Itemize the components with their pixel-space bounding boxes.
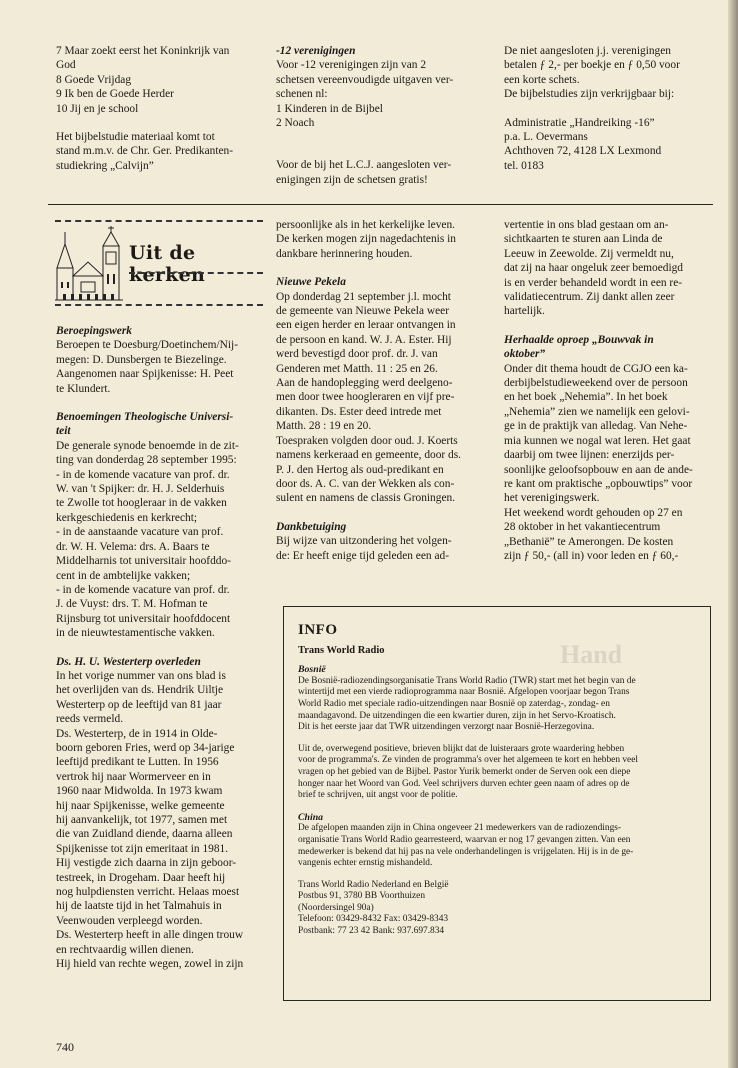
text-line: - in de komende vacature van prof. dr. xyxy=(56,583,230,596)
text-line: „Bethanië” te Amerongen. De kosten xyxy=(504,535,674,548)
text-line: Uit de, overwegend positieve, brieven blijkt dat de luisteraars grote waardering hebben xyxy=(298,743,625,754)
text-line: In het vorige nummer van ons blad is xyxy=(56,669,226,682)
text-line: W. van 't Spijker: dr. H. J. Selderhuis xyxy=(56,483,225,496)
text-line: De Bosnië-radiozendingsorganisatie Trans World Radio (TWR) start met het begin van de xyxy=(298,675,636,686)
text-line: Rijnsburg tot universitair hoofddocent xyxy=(56,612,231,625)
text-line: De kerken mogen zijn nagedachtenis in xyxy=(276,233,456,246)
text-line: zijn ƒ 50,- (all in) voor leden en ƒ 60,- xyxy=(504,549,679,562)
text-line: God xyxy=(56,59,76,72)
spacer xyxy=(56,641,268,655)
text-line: Ds. Westerterp, de in 1914 in Olde- xyxy=(56,727,218,740)
text-line: sulent en namens de classis Groningen. xyxy=(276,492,456,505)
heading-oproep-2: oktober” xyxy=(504,348,546,361)
text-line: medewerker is bekend dat hij pas na vele onderhandelingen is vrijgelaten. Hij is in de ge- xyxy=(298,846,634,857)
text-line: vertentie in ons blad gestaan om an- xyxy=(504,219,669,231)
bosnie-paragraph-2 xyxy=(298,744,696,802)
page-edge xyxy=(728,0,738,1068)
logo-bottom-dash xyxy=(55,304,263,306)
text-line: nog hulpdiensten verricht. Helaas moest xyxy=(56,886,240,899)
text-line: een eigen herder en leraar ontvangen in xyxy=(276,319,456,332)
text-line: ting van donderdag 28 september 1995: xyxy=(56,454,237,467)
spacer xyxy=(276,506,498,520)
middle-column xyxy=(276,218,498,563)
text-line: honger naar het Woord van God. Veel schrijvers durven echter geen naam of adres op de xyxy=(298,778,630,789)
text-line: dankbare herinnering houden. xyxy=(276,247,413,260)
heading-westerterp: Ds. H. U. Westerterp overleden xyxy=(56,655,201,668)
text-line: in de nieuwtestamentische vakken. xyxy=(56,627,215,640)
text-line: men door twee hoogleraren en vijf pre- xyxy=(276,391,455,404)
text-line: hartelijk. xyxy=(504,305,545,318)
text-line: 1960 naar Midwolda. In 1973 kwam xyxy=(56,785,223,798)
text-line: hij de laatste tijd in het Talmahuis in xyxy=(56,900,222,913)
text-line: en rechtvaardig willen dienen. xyxy=(56,943,194,956)
oproep-body xyxy=(504,362,718,564)
text-line: schetsen vereenvoudigde uitgaven ver- xyxy=(276,73,454,86)
logo-title: Uit de kerken xyxy=(129,242,206,286)
text-line: Voor -12 verenigingen zijn van 2 xyxy=(276,59,427,72)
china-paragraph xyxy=(298,823,696,869)
text-line: te Zwolle tot hoogleraar in de vakken xyxy=(56,497,227,510)
text-line: p.a. L. Oevermans xyxy=(504,131,588,144)
spacer xyxy=(56,396,268,410)
text-line: daarbij om twee lijnen: enerzijds per- xyxy=(504,449,675,462)
spacer xyxy=(298,734,696,744)
text-line: Toespraken volgden door oud. J. Koerts xyxy=(276,434,458,447)
heading-12-verenigingen: -12 verenigingen xyxy=(276,45,356,57)
text-line: Westerterp op de leeftijd van 81 jaar xyxy=(56,698,222,711)
text-line: hij naar Spijkenisse, welke gemeente xyxy=(56,799,225,812)
right-column xyxy=(504,218,718,563)
text-line: Genderen met Matth. 11 : 25 en 26. xyxy=(276,362,438,375)
twr-address xyxy=(298,880,696,938)
text-line: enigingen zijn de schetsen gratis! xyxy=(276,173,428,186)
pekela-body xyxy=(276,290,498,506)
text-line: de: Er heeft enige tijd geleden een ad- xyxy=(276,549,449,562)
text-line: stand m.m.v. de Chr. Ger. Predikanten- xyxy=(56,145,234,158)
beroepingswerk-body xyxy=(56,338,268,396)
text-line: vertrok hij naar Wormerveer en in xyxy=(56,770,211,783)
text-line xyxy=(276,130,498,144)
heading-china: China xyxy=(298,811,324,823)
spacer xyxy=(504,319,718,333)
text-line: Onder dit thema houdt de CGJO een ka- xyxy=(504,362,688,375)
text-line: Postbus 91, 3780 BB Voorthuizen xyxy=(298,891,426,902)
text-line: is en verder behandeld wordt in een re- xyxy=(504,276,683,289)
text-line: megen: D. Dunsbergen te Biezelinge. xyxy=(56,353,227,366)
text-line: hij aanvankelijk, tot 1977, samen met xyxy=(56,814,228,826)
text-line: maandagavond. De uitzendingen die een kwartier duren, zijn in het Servo-Kroatisch. xyxy=(298,710,616,721)
text-line: (Noordersingel 90a) xyxy=(298,902,374,913)
church-icon xyxy=(55,224,125,306)
text-line: dr. W. H. Velema: drs. A. Baars te xyxy=(56,540,210,553)
benoemingen-body xyxy=(56,439,268,641)
text-line: 7 Maar zoekt eerst het Koninkrijk van xyxy=(56,45,230,57)
text-line: 10 Jij en je school xyxy=(56,102,139,115)
text-line: Veenwouden verpleegd worden. xyxy=(56,914,203,927)
heading-dankbetuiging: Dankbetuiging xyxy=(276,520,347,533)
logo-top-dash xyxy=(55,220,263,222)
text-line: een korte schets. xyxy=(504,73,580,86)
heading-beroepingswerk: Beroepingswerk xyxy=(56,325,132,337)
text-line xyxy=(276,144,498,158)
text-line: validatiecentrum. Zij dankt allen zeer xyxy=(504,291,675,304)
dank-body xyxy=(276,534,498,563)
text-line: dikanten. Ds. Ester deed intrede met xyxy=(276,405,442,418)
text-line: Voor de bij het L.C.J. aangesloten ver- xyxy=(276,159,452,172)
text-line xyxy=(504,102,716,116)
text-line: testreek, in Drogeham. Daar heeft hij xyxy=(56,871,226,884)
text-line: „Nehemia” zien we namelijk een gelovi- xyxy=(504,405,690,418)
text-line: De bijbelstudies zijn verkrijgbaar bij: xyxy=(504,88,675,101)
text-line: re kant om praktische „opbouwtips” voor xyxy=(504,477,693,490)
text-line: betalen ƒ 2,- per boekje en ƒ 0,50 voor xyxy=(504,59,680,72)
text-line: Aangenomen naar Spijkenisse: H. Peet xyxy=(56,368,234,381)
spacer xyxy=(276,261,498,275)
text-line: De afgelopen maanden zijn in China ongeveer 21 medewerkers van de radiozendings- xyxy=(298,823,622,834)
text-line: voor de programma's. Ze vinden de programma's over het algemeen te kort en hebben veel xyxy=(298,755,638,766)
text-line: wintertijd met een vierde radioprogramma naar Bosnië. Afgelopen voorjaar begon Trans xyxy=(298,687,630,698)
top-col-2 xyxy=(276,44,498,187)
text-line: persoonlijke als in het kerkelijke leven. xyxy=(276,219,456,231)
text-line: Ds. Westerterp heeft in alle dingen trouw xyxy=(56,929,244,942)
text-line: 1 Kinderen in de Bijbel xyxy=(276,102,383,115)
text-line: De generale synode benoemde in de zit- xyxy=(56,439,239,452)
bosnie-paragraph-1 xyxy=(298,676,696,734)
spacer xyxy=(298,802,696,812)
westerterp-body xyxy=(56,669,268,972)
text-line: Op donderdag 21 september j.l. mocht xyxy=(276,290,451,303)
text-line: Matth. 28 : 19 en 20. xyxy=(276,420,372,433)
text-line: namens kerkeraad en gemeente, door ds. xyxy=(276,449,462,462)
text-line: Beroepen te Doesburg/Doetinchem/Nij- xyxy=(56,339,238,352)
text-line: schenen nl: xyxy=(276,88,328,101)
text-line: organisatie Trans World Radio gearresteerd, waarvan er nog 17 gevangen zitten. Van een xyxy=(298,834,631,845)
text-line: J. de Vuyst: drs. T. M. Hofman te xyxy=(56,598,208,611)
text-line: 28 oktober in het vakantiecentrum xyxy=(504,521,661,534)
heading-nieuwe-pekela: Nieuwe Pekela xyxy=(276,276,346,289)
text-line: werd bevestigd door prof. dr. J. van xyxy=(276,348,438,361)
info-box xyxy=(283,606,711,1001)
text-line: de gemeente van Nieuwe Pekela weer xyxy=(276,305,449,318)
section-divider xyxy=(48,204,713,205)
text-line: en het boek „Nehemia”. In het boek xyxy=(504,391,668,404)
text-line: reeds vermeld. xyxy=(56,713,124,726)
uit-de-kerken-logo xyxy=(55,220,265,308)
text-line: Achthoven 72, 4128 LX Lexmond xyxy=(504,145,662,158)
text-line: De niet aangesloten j.j. verenigingen xyxy=(504,45,672,57)
text-line: cent in de ambtelijke vakken; xyxy=(56,569,191,582)
text-line: Administratie „Handreiking -16” xyxy=(504,116,655,129)
text-line xyxy=(56,116,268,130)
text-line: 9 Ik ben de Goede Herder xyxy=(56,88,174,101)
text-line: tel. 0183 xyxy=(504,159,544,172)
text-line: het overlijden van ds. Hendrik Uiltje xyxy=(56,684,224,697)
top-col-3 xyxy=(504,44,716,173)
text-line: 2 Noach xyxy=(276,117,315,130)
text-line: door ds. A. C. van der Wekken als con- xyxy=(276,477,455,490)
spacer xyxy=(298,870,696,880)
text-line: Aan de handoplegging werd deelgeno- xyxy=(276,377,453,390)
info-subtitle: Trans World Radio xyxy=(298,644,385,656)
heading-benoemingen: Benoemingen Theologische Universi- xyxy=(56,411,234,424)
text-line: Middelharnis tot universitair hoofddo- xyxy=(56,555,231,568)
text-line: Het bijbelstudie materiaal komt tot xyxy=(56,131,215,144)
text-line: de persoon en kand. W. J. A. Ester. Hij xyxy=(276,333,452,346)
text-line: Leeuw in Zeewolde. Zij vermeldt nu, xyxy=(504,247,674,260)
left-column xyxy=(56,324,268,971)
text-line: brief te schrijven, uit angst voor de politie. xyxy=(298,790,458,801)
top-col-1 xyxy=(56,44,268,173)
text-line: leeftijd predikant te Lutten. In 1956 xyxy=(56,756,219,769)
page-number: 740 xyxy=(56,1040,74,1054)
text-line: derbijbelstudieweekend over de persoon xyxy=(504,377,688,390)
text-line: die van Zuidland diende, daarna alleen xyxy=(56,828,233,841)
text-line: dat zij na haar ongeluk zeer bemoedigd xyxy=(504,262,684,275)
text-line: Het weekend wordt gehouden op 27 en xyxy=(504,506,683,519)
text-line: Dit is het eerste jaar dat TWR uitzendingen verzorgt naar Bosnië-Herzegovina. xyxy=(298,722,595,733)
text-line: mia kunnen we nogal wat leren. Het gaat xyxy=(504,434,691,447)
text-line: Trans World Radio Nederland en België xyxy=(298,879,449,890)
text-line: sichtkaarten te sturen aan Linda de xyxy=(504,233,663,246)
text-line: P. J. den Hertog als oud-predikant en xyxy=(276,463,444,476)
text-line: Hij vestigde zich daarna in zijn geboor- xyxy=(56,857,237,870)
text-line: het verenigingswerk. xyxy=(504,492,600,505)
text-line: vragen op het gebied van de Bijbel. Pastor Yurik bemerkt onder de Serven ook een diepe xyxy=(298,766,631,777)
show-through-ghost-text: Hand xyxy=(560,640,623,669)
text-line: Telefoon: 03429-8432 Fax: 03429-8343 xyxy=(298,914,449,925)
text-line: - in de komende vacature van prof. dr. xyxy=(56,468,230,481)
text-line: 8 Goede Vrijdag xyxy=(56,73,132,86)
right-intro xyxy=(504,218,718,319)
text-line: te Klundert. xyxy=(56,382,111,395)
text-line: ge in de praktijk van alledag. Van Nehe- xyxy=(504,420,688,433)
text-line: vangenis echter ernstig mishandeld. xyxy=(298,858,433,869)
text-line: Postbank: 77 23 42 Bank: 937.697.834 xyxy=(298,926,445,937)
text-line: Spijkenisse tot zijn emeritaat in 1981. xyxy=(56,842,229,855)
text-line: kerkgeschiedenis en kerkrecht; xyxy=(56,511,198,524)
text-line: studiekring „Calvijn” xyxy=(56,159,154,172)
text-line: boorn geboren Fries, werd op 34-jarige xyxy=(56,741,235,754)
info-title: INFO xyxy=(298,622,338,638)
text-line: soonlijke geloofsopbouw en aan de ande- xyxy=(504,463,693,476)
heading-bosnie: Bosnië xyxy=(298,664,326,676)
heading-benoemingen-2: teit xyxy=(56,425,71,438)
text-line: Bij wijze van uitzondering het volgen- xyxy=(276,535,452,548)
text-line: World Radio met speciale radio-uitzendingen naar Bosnië op zaterdag-, zondag- en xyxy=(298,698,610,709)
middle-intro xyxy=(276,218,498,261)
text-line: - in de aanstaande vacature van prof. xyxy=(56,526,224,539)
logo-mid-dash xyxy=(129,272,263,274)
top-col-2-body xyxy=(276,58,498,187)
heading-oproep: Herhaalde oproep „Bouwvak in xyxy=(504,333,654,346)
text-line: Hij hield van rechte wegen, zowel in zijn xyxy=(56,958,244,971)
